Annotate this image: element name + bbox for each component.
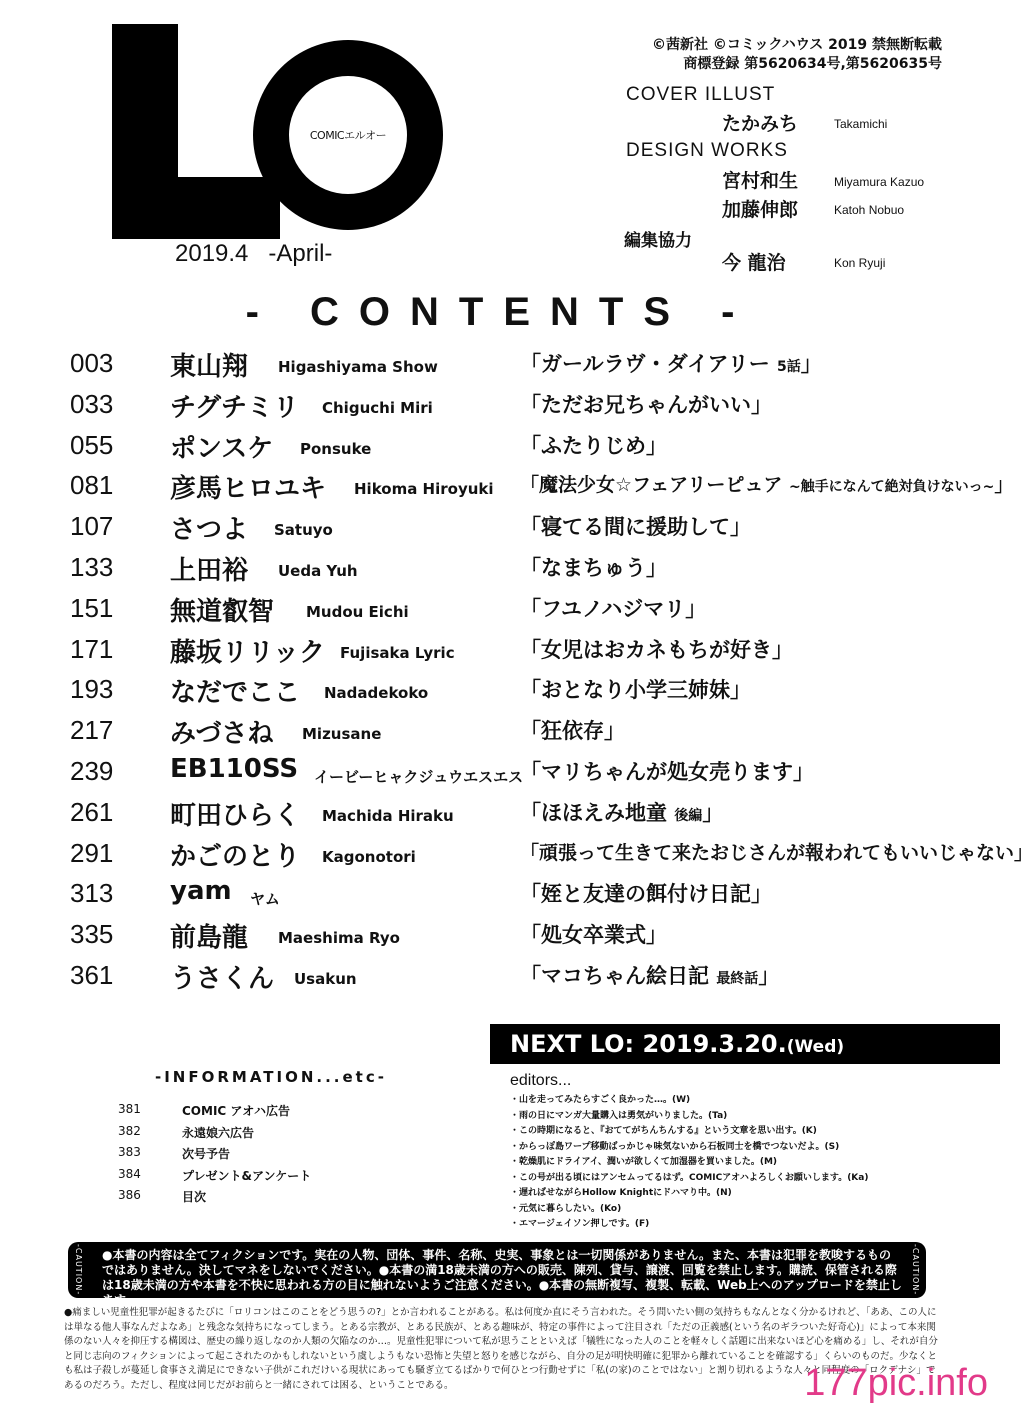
contents-author: ポンスケ xyxy=(170,433,274,464)
information-text: 次号予告 xyxy=(182,1147,231,1161)
design-works-heading: DESIGN WORKS xyxy=(626,140,788,161)
contents-page-number: 171 xyxy=(70,633,114,664)
contents-page-number: 033 xyxy=(70,388,114,419)
editorial-footnote: ●痛ましい児童性犯罪が起きるたびに「ロリコンはこのことをどう思うの?」とか言われることがある。私は何度か直にそう言われた。そう問いたい側の気持ちもなんとなく分かるけれど、「ああ、この人には単なる他人事なんだよなあ」と残念な気持ちになってしまう。とある宗教が、とある民族が、とある趣味が、特定の事件によって注目され「ただの正義感(という名のギラついた好奇心)」によって本来関係のない人々を抑圧する構図は、歴史の繰り返しなのか人類の欠陥なのか…。児童性犯罪について私が思うことといえば「犠牲になった人のことを軽々しく話題に出来ないほど心を痛める」し、それが自分と同じ志向のフィクションによって起こされたのかもしれないという虞しようもない恐怖と失望と怒りを感じながら、自分の足が明快明確に犯罪から離れていることを確認する」くらいのものだ。少なくとも私は子殺しが蔓延し食事さえ満足にできない子供がこれだけいる現状にあっても騒ぎ立てるばかりで何ひとつ行動せずに「私(の家)のことではない」と割り切れるような人々と同程度の「ロクデナシ」であるのだろう。ただし、程度は同じだがお前らと一緒にされては困る、ということである。 xyxy=(64,1307,938,1391)
contents-title-main: 「ガールラヴ・ダイアリー xyxy=(520,352,777,376)
contents-title-sub: ~触手になんて絶対負けないっ~ xyxy=(788,479,995,496)
information-page: 381 xyxy=(118,1102,141,1116)
contents-row xyxy=(0,674,1000,714)
editor-note: ・遅ればせながらHollow Knightにドハマり中。(N) xyxy=(510,1188,732,1198)
next-issue-label: NEXT LO: 2019.3.20. xyxy=(510,1030,787,1058)
watermark-text: 177pic.info xyxy=(804,1362,988,1404)
logo-l-horizontal xyxy=(112,177,280,239)
contents-title xyxy=(520,470,1013,497)
contents-title-end: 」 xyxy=(758,964,780,988)
contents-row xyxy=(0,756,1000,796)
issue-month-name: -April- xyxy=(268,240,333,267)
editor-note: ・この時期になると、『おててがちんちんする』という文章を思い出す。(K) xyxy=(510,1126,817,1136)
contents-heading: - CONTENTS - xyxy=(245,290,755,334)
cover-illust-heading: COVER ILLUST xyxy=(626,84,776,105)
design-works-roman-1: Miyamura Kazuo xyxy=(834,175,925,189)
contents-title-main: 「なまちゅう」 xyxy=(520,556,667,580)
contents-title-main: 「おとなり小学三姉妹」 xyxy=(520,678,751,703)
contents-title-sub: 最終話 xyxy=(716,971,759,987)
contents-author: 藤坂リリック xyxy=(170,637,325,668)
editor-note: ・山を走ってみたらすごく良かった…。(W) xyxy=(510,1095,691,1105)
contents-row xyxy=(0,634,1000,674)
contents-row xyxy=(0,470,1014,510)
contents-title xyxy=(520,960,779,990)
contents-author-roman: Ueda Yuh xyxy=(278,562,358,580)
contents-row xyxy=(0,593,1000,633)
editing-cooperation-name: 今 龍治 xyxy=(722,252,786,274)
contents-title-sub: 5話 xyxy=(777,359,801,375)
contents-page-number: 133 xyxy=(70,552,114,582)
contents-author-roman: ヤム xyxy=(250,890,280,909)
editor-note: ・エマージェイソン押しです。(F) xyxy=(510,1219,650,1229)
contents-title xyxy=(520,878,772,908)
information-text: 永遠娘六広告 xyxy=(182,1125,255,1140)
issue-date xyxy=(175,240,332,268)
contents-row xyxy=(0,715,1000,755)
caution-side-label-left: -CAUTION- xyxy=(74,1244,83,1296)
contents-title xyxy=(520,838,1033,865)
editor-note: ・乾燥肌にドライアイ、潤いが欲しくて加湿器を買いました。(M) xyxy=(510,1157,778,1167)
contents-author: 町田ひらく xyxy=(170,800,301,831)
information-item xyxy=(0,1102,500,1122)
contents-author: 彦馬ヒロユキ xyxy=(170,474,327,505)
contents-author-roman: Kagonotori xyxy=(322,847,416,866)
cover-illust-roman: Takamichi xyxy=(834,117,888,131)
contents-title-main: 「姪と友達の餌付け日記」 xyxy=(520,882,772,907)
contents-title xyxy=(520,511,751,541)
caution-text: ●本書の内容は全てフィクションです。実在の人物、団体、事件、名称、史実、事象とは一切関係がありません。また、本書は犯罪を教唆するものではありません。決してマネをしないでください。●本書の満18歳未満の方への販売、陳列、貸与、譲渡、回覧を禁止します。購読、保管される際は18歳未満の方や本書を不快に思われる方の目に触れないようご注意ください。●本書の無断複写、複製、転載、Web上へのアップロードを禁止します。 xyxy=(102,1248,902,1307)
contents-row xyxy=(0,430,1000,470)
contents-author-roman: Mizusane xyxy=(302,725,382,744)
caution-side-label-right: -CAUTION- xyxy=(911,1244,920,1296)
information-text: プレゼント&アンケート xyxy=(182,1168,312,1183)
contents-title xyxy=(520,634,793,664)
contents-page-number: 313 xyxy=(70,878,114,909)
contents-title xyxy=(520,389,772,419)
contents-author-roman: Ponsuke xyxy=(300,439,372,458)
editor-note: ・この号が出る頃にはアンセムってるはず。COMICアオハよろしくお願いします。(Ka) xyxy=(510,1172,869,1183)
cover-illust-name: たかみち xyxy=(722,113,799,135)
copyright-block xyxy=(652,36,942,74)
contents-row xyxy=(0,348,1000,388)
copyright-line-2: 商標登録 第5620634号,第5620635号 xyxy=(683,56,942,72)
information-text: 目次 xyxy=(182,1190,207,1204)
contents-page-number: 193 xyxy=(70,674,114,705)
contents-title-main: 「ただお兄ちゃんがいい」 xyxy=(520,392,772,417)
information-item xyxy=(0,1188,500,1208)
contents-author: 前島龍 xyxy=(170,923,249,954)
information-text: COMIC アオハ広告 xyxy=(182,1104,291,1118)
contents-row xyxy=(0,919,1000,959)
contents-title xyxy=(520,756,814,786)
information-page: 384 xyxy=(118,1166,141,1181)
contents-title-main: 「ほほえみ地童 xyxy=(520,800,675,825)
contents-author: チグチミリ xyxy=(170,392,299,423)
contents-page-number: 003 xyxy=(70,348,114,378)
next-issue-banner xyxy=(490,1024,1000,1064)
issue-year-month: 2019.4 xyxy=(175,240,249,267)
editor-note: ・からっぽ島ワープ移動ばっかじゃ味気ないから石板同士を橋でつないだよ。(S) xyxy=(510,1141,840,1152)
contents-title xyxy=(520,674,751,704)
contents-page-number: 217 xyxy=(70,715,114,746)
contents-author: うさくん xyxy=(170,964,275,994)
contents-title-main: 「寝てる間に援助して」 xyxy=(520,515,751,540)
contents-title-main: 「マコちゃん絵日記 xyxy=(520,964,717,988)
contents-title-main: 「女児はおカネもちが好き」 xyxy=(520,637,793,662)
information-heading: -INFORMATION...etc- xyxy=(155,1068,387,1086)
contents-page-number: 055 xyxy=(70,429,114,460)
contents-row xyxy=(0,389,1000,429)
contents-author: 上田裕 xyxy=(170,556,249,586)
contents-author-roman: イービーヒャクジュウエスエス xyxy=(314,768,524,786)
contents-row xyxy=(0,552,1000,592)
contents-title xyxy=(520,593,706,623)
contents-page-number: 335 xyxy=(70,919,114,950)
logo-inner-text: COMICエルオー xyxy=(289,76,407,194)
contents-author: 東山翔 xyxy=(170,352,249,382)
logo-letter-o xyxy=(253,40,443,230)
caution-box xyxy=(68,1242,926,1307)
contents-row xyxy=(0,878,1000,918)
editing-cooperation-heading: 編集協力 xyxy=(624,231,692,251)
contents-title xyxy=(520,919,667,949)
contents-page-number: 151 xyxy=(70,592,114,623)
information-page: 386 xyxy=(118,1188,141,1202)
contents-page-number: 361 xyxy=(70,960,114,990)
editing-cooperation-roman: Kon Ryuji xyxy=(834,256,886,270)
information-item xyxy=(0,1167,500,1187)
contents-author: かごのとり xyxy=(170,841,301,872)
contents-title-main: 「ふたりじめ」 xyxy=(520,433,667,458)
contents-author-roman: Chiguchi Miri xyxy=(322,398,433,417)
contents-author-roman: Hikoma Hiroyuki xyxy=(354,480,494,499)
information-item xyxy=(0,1124,500,1144)
contents-author-roman: Mudou Eichi xyxy=(306,602,409,621)
contents-title xyxy=(520,348,822,378)
contents-row xyxy=(0,511,1000,551)
contents-author-roman: Fujisaka Lyric xyxy=(340,643,455,662)
contents-title xyxy=(520,797,723,827)
contents-page-number: 239 xyxy=(70,756,114,786)
contents-title-main: 「頑張って生きて来たおじさんが報われてもいいじゃない」 xyxy=(520,841,1033,864)
contents-title-sub: 後編 xyxy=(674,807,703,824)
design-works-roman-2: Katoh Nobuo xyxy=(834,203,905,217)
contents-author-roman: Machida Hiraku xyxy=(322,806,454,825)
editor-note: ・雨の日にマンガ大量購入は勇気がいりました。(Ta) xyxy=(510,1110,728,1121)
contents-title xyxy=(520,552,667,582)
contents-title-main: 「マリちゃんが処女売ります」 xyxy=(520,760,814,784)
contents-row xyxy=(0,960,1000,1000)
contents-author: さつよ xyxy=(170,515,249,546)
contents-author-roman: Maeshima Ryo xyxy=(278,929,400,948)
copyright-line-1: ©茜新社 ©コミックハウス 2019 禁無断転載 xyxy=(651,37,942,53)
editors-heading: editors... xyxy=(510,1072,572,1089)
contents-page-number: 291 xyxy=(70,837,114,868)
information-page: 383 xyxy=(118,1145,141,1159)
information-page: 382 xyxy=(118,1123,141,1138)
contents-author: 無道叡智 xyxy=(170,596,275,627)
contents-author: みづさね xyxy=(170,719,274,750)
contents-title xyxy=(520,715,625,745)
contents-title-main: 「魔法少女☆フェアリーピュア xyxy=(520,474,789,497)
contents-title-main: 「処女卒業式」 xyxy=(520,923,667,948)
contents-author-roman: Satuyo xyxy=(274,521,333,540)
contents-page-number: 107 xyxy=(70,511,114,542)
contents-row xyxy=(0,837,1033,878)
design-works-name-2: 加藤伸郎 xyxy=(722,199,799,221)
contents-author-roman: Nadadekoko xyxy=(324,684,429,703)
information-item xyxy=(0,1145,500,1165)
contents-title-end: 」 xyxy=(702,800,724,825)
contents-title-main: 「フユノハジマリ」 xyxy=(520,596,707,621)
contents-author-roman: Higashiyama Show xyxy=(278,358,438,376)
contents-title-main: 「狂依存」 xyxy=(520,719,625,744)
editor-note: ・元気に暮らしたい。(Ko) xyxy=(510,1203,622,1214)
contents-author: EB110SS xyxy=(170,754,299,784)
contents-author: なだでここ xyxy=(170,678,301,709)
design-works-name-1: 宮村和生 xyxy=(722,170,799,192)
next-issue-day: (Wed) xyxy=(786,1037,845,1057)
contents-page-number: 081 xyxy=(70,470,114,501)
contents-row xyxy=(0,797,1000,837)
contents-title xyxy=(520,430,667,460)
contents-title-end: 」 xyxy=(800,352,822,376)
contents-author-roman: Usakun xyxy=(294,970,357,988)
contents-author: yam xyxy=(170,876,232,907)
contents-title-end: 」 xyxy=(994,474,1014,497)
contents-page-number: 261 xyxy=(70,796,114,827)
